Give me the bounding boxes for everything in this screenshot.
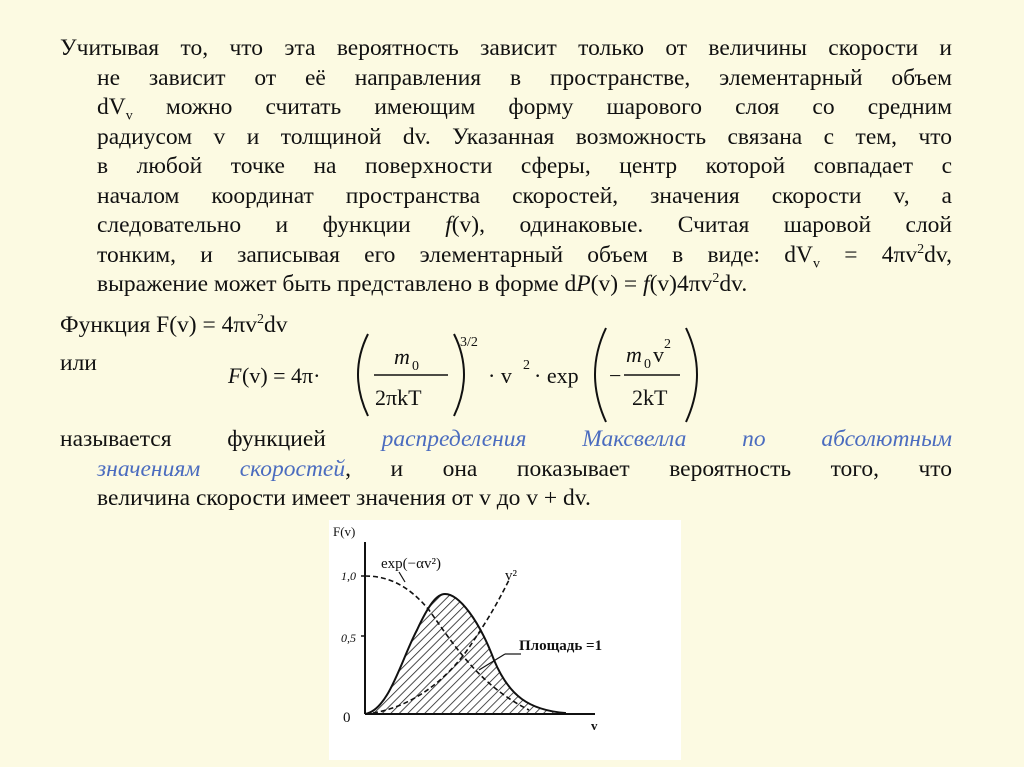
- p1-line-8: тонким, и записывая его элементарный объем в виде: $dV_v = 4\pi v^2dv$,: [97, 241, 952, 272]
- paragraph-3: [60, 425, 952, 514]
- paragraph-1: [60, 34, 952, 300]
- function-line: Функция $F(v) = 4\pi v^2dv$: [60, 312, 288, 338]
- formula-power: 3/2: [460, 335, 478, 350]
- maxwell-link[interactable]: распределения Максвелла по абсолютным: [381, 426, 952, 452]
- p1-line-7: следовательно и функции f(v), одинаковые. Считая шаровой слой: [97, 212, 952, 238]
- x-axis-label: v: [591, 718, 598, 733]
- maxwell-formula: [222, 326, 722, 426]
- p1-line-1: Учитывая то, что эта вероятность зависит только от величины скорости и: [60, 35, 952, 61]
- formula-mid: · v: [488, 363, 512, 388]
- formula-den2: 2kT: [632, 385, 668, 410]
- p3-line-3: величина скорости имеет значения от v до v + dv.: [97, 485, 591, 511]
- exp-label: exp(−αv²): [381, 556, 441, 572]
- v2-label: v²: [505, 568, 517, 584]
- ili-word: или: [60, 350, 97, 376]
- formula-num2-sup: 2: [664, 337, 671, 352]
- maxwell-link-cont[interactable]: значениям скоростей: [97, 455, 346, 482]
- formula-num2-sub: 0: [644, 357, 651, 372]
- area-label: Площадь =1: [519, 638, 603, 654]
- p1-line-9: выражение может быть представлено в форме $dP(v) = f(v)4\pi v^2dv$.: [97, 271, 748, 297]
- maxwell-chart: [329, 520, 681, 760]
- p3-line-2: значениям скоростей, и она показывает вероятность того, что: [97, 455, 952, 482]
- formula-exp: · exp: [534, 363, 579, 388]
- y-axis-label: F(v): [333, 524, 356, 539]
- formula-lhs-arg: (v) = 4π·: [242, 363, 321, 388]
- formula-den1: 2πkT: [375, 385, 422, 410]
- p1-line-4: радиусом v и толщиной dv. Указанная возможность связана с тем, что: [97, 123, 952, 150]
- formula-lhs: F: [228, 363, 242, 388]
- formula-num2: m: [626, 342, 642, 367]
- y-tick-1: 1,0: [341, 569, 356, 583]
- origin-label: 0: [343, 710, 351, 726]
- fv-curve: [365, 594, 565, 714]
- chart-svg: [329, 520, 681, 760]
- formula-m0: m: [394, 344, 410, 369]
- p1-line-6: началом координат пространства скоростей, значения скорости v, а: [97, 182, 952, 209]
- p1-line-2: не зависит от её направления в пространстве, элементарный объем: [97, 64, 952, 91]
- formula-m0-sub: 0: [412, 359, 419, 374]
- formula-num2-v: v: [653, 342, 664, 367]
- p1-line-5: в любой точке на поверхности сферы, центр которой совпадает с: [97, 153, 952, 179]
- formula-minus: −: [609, 363, 622, 388]
- p1-line-3: $dV_v$ можно считать имеющим форму шарового слоя со средним: [97, 94, 952, 124]
- formula-mid-sup: 2: [523, 358, 530, 373]
- y-tick-05: 0,5: [341, 631, 356, 645]
- p3-line-1: называется функцией распределения Максвелла по абсолютным: [60, 426, 952, 452]
